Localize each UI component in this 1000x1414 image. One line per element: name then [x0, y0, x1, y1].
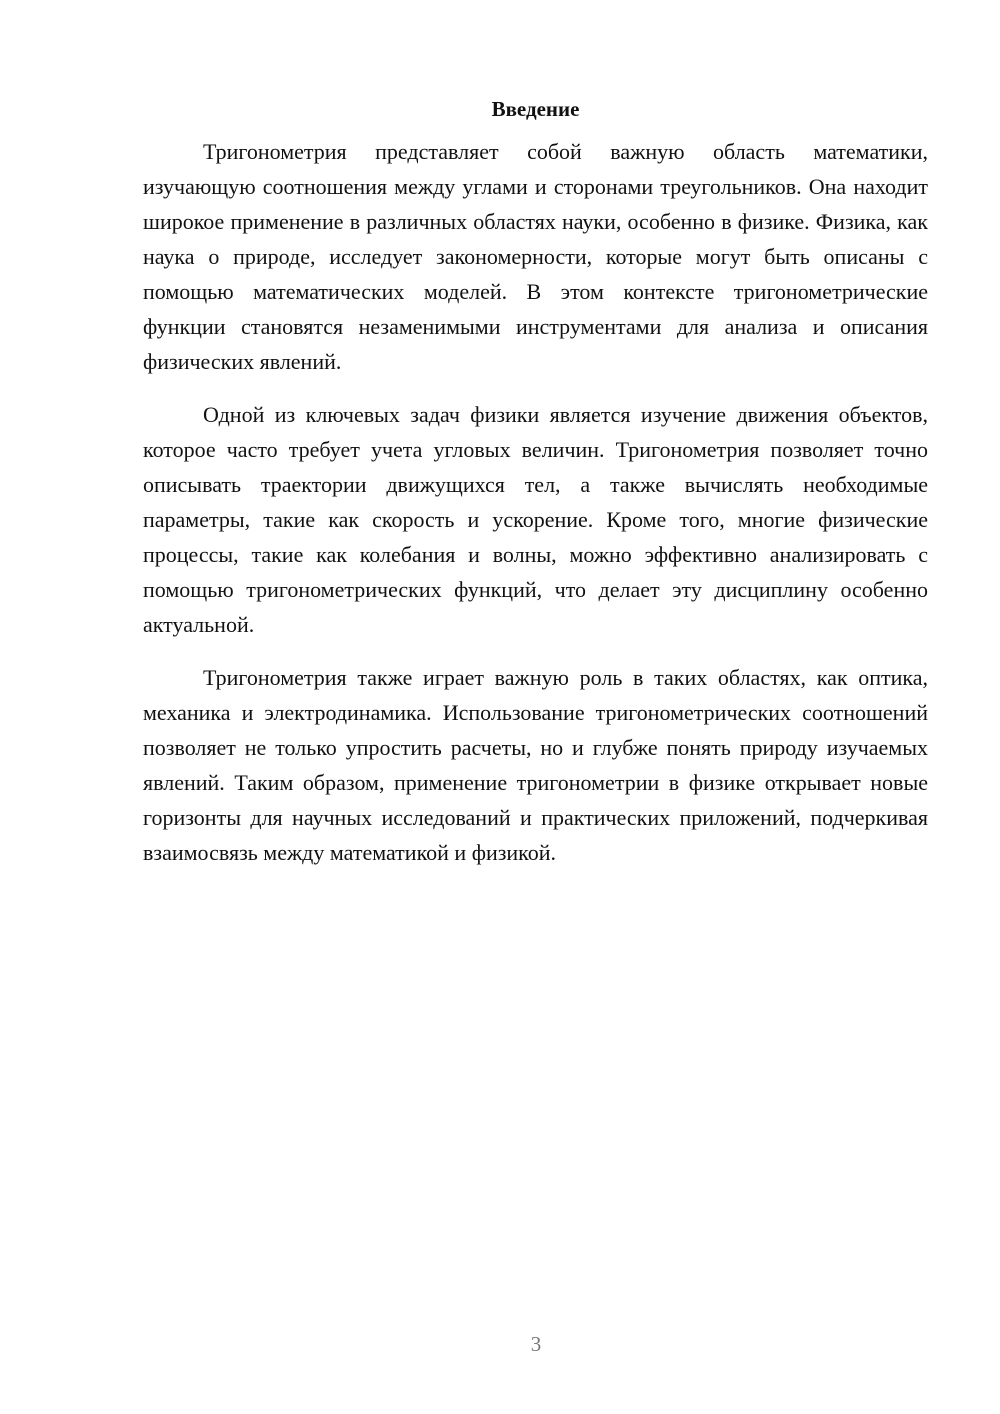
page-number: 3: [530, 1332, 542, 1356]
page-content: [143, 92, 928, 888]
section-heading: Введение: [491, 97, 580, 121]
paragraph-1: Тригонометрия представляет собой важную область математики, изучающую соотношения между углами и сторонами треугольников. Она находит широкое применение в различных областях науки, особенно в физике. Физика, как наука о природе, исследует закономерности, которые могут быть описаны с помощью математических моделей. В этом контексте тригонометрические функции становятся незаменимыми инструментами для анализа и описания физических явлений.: [143, 139, 928, 374]
paragraph-3: Тригонометрия также играет важную роль в таких областях, как оптика, механика и электродинамика. Использование тригонометрических соотношений позволяет не только упростить расчеты, но и глубже понять природу изучаемых явлений. Таким образом, применение тригонометрии в физике открывает новые горизонты для научных исследований и практических приложений, подчеркивая взаимосвязь между математикой и физикой.: [143, 665, 928, 865]
paragraph-2: Одной из ключевых задач физики является изучение движения объектов, которое часто требует учета угловых величин. Тригонометрия позволяет точно описывать траектории движущихся тел, а также вычислять необходимые параметры, такие как скорость и ускорение. Кроме того, многие физические процессы, такие как колебания и волны, можно эффективно анализировать с помощью тригонометрических функций, что делает эту дисциплину особенно актуальной.: [143, 402, 928, 637]
